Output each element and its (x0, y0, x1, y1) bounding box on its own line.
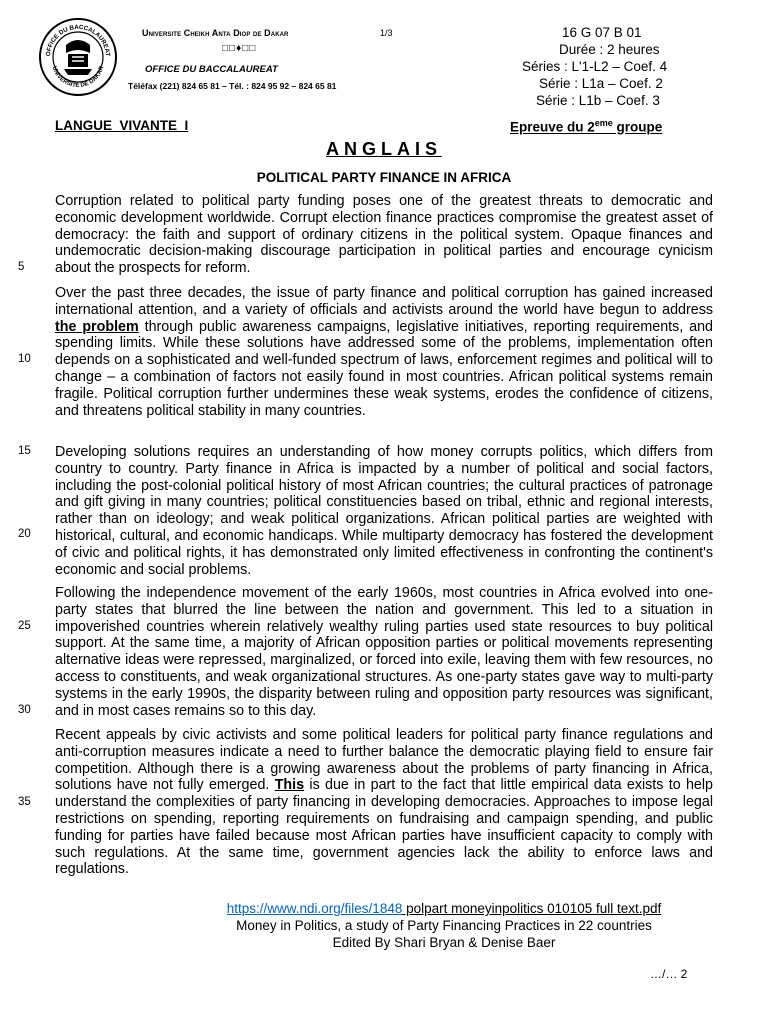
line-number: 35 (18, 796, 31, 808)
source-filename: polpart moneyinpolitics 010105 full text.pdf (402, 901, 662, 916)
line-number: 10 (18, 353, 31, 365)
exam-duration: Durée : 2 heures (559, 42, 660, 57)
svg-text:OFFICE DU BACCALAUREAT: OFFICE DU BACCALAUREAT (44, 23, 112, 57)
university-name: Universite Cheikh Anta Diop de Dakar (142, 28, 289, 38)
exam-code: 16 G 07 B 01 (562, 25, 642, 40)
paragraph-4: Following the independence movement of the early 1960s, most countries in Africa evolved into one-party states that blurred the line between the nation and government. This led to a situation in impoverished countries wherein relatively wealthy ruling parties used state resources to buy political support. At the same time, a majority of African opposition parties or political movements representing alternative ideas were repressed, marginalized, or forced into exile, leaving them with few resources, no access to constituents, and weak organizational structures. As one-party states gave way to multi-party systems in the early 1990s, the disparity between ruling and opposition party resources was significant, and in most cases remains so to this day. (55, 585, 713, 719)
source-link[interactable]: https://www.ndi.org/files/1848 (226, 901, 403, 916)
source-line (60, 901, 768, 916)
page-fraction: 1/3 (380, 28, 393, 38)
paragraph-3: Developing solutions requires an understanding of how money corrupts politics, which differs from country to country. Party finance in Africa is impacted by a number of political and social factors, including the post-colonial political history of most African countries; the cultural practices of patronage and gift giving in many countries; political constituencies based on tribal, ethnic and regional interests, rather than on ideology; and weak political organizations. African political parties are weighted with historical, cultural, and economic handicaps. While multiparty democracy has fostered the development of civic and political rights, it has demonstrated only limited effectiveness in confronting the continent's economic and social problems. (55, 444, 713, 578)
paragraph-1: Corruption related to political party funding poses one of the greatest threats to democratic and economic development worldwide. Corrupt election finance practices compromise the greatest asset of democracy: the faith and support of ordinary citizens in the political system. Opaque finances and undemocratic decision-making discourage participation in political parties and encourage cynicism about the prospects for reform. (55, 193, 713, 277)
next-page-marker: …/… 2 (650, 967, 688, 981)
paragraph-2: Over the past three decades, the issue of party finance and political corruption has gained increased international attention, and a variety of officials and activists around the world have begun to address the problem through public awareness campaigns, legislative initiatives, reporting requirements, and spending limits. While these solutions have addressed some of the problems, implementation often depends on a sophisticated and well-funded spectrum of laws, enforcement regimes and political will to change – a combination of factors not easily found in most countries. African political systems remain fragile. Political corruption further undermines these weak systems, erodes the confidence of citizens, and threatens political stability in many countries. (55, 285, 713, 419)
line-number: 5 (18, 261, 25, 273)
line-number: 15 (18, 445, 31, 457)
underlined-word: This (274, 777, 305, 794)
book-editors: Edited By Shari Bryan & Denise Baer (332, 935, 556, 950)
underlined-phrase: the problem (55, 318, 139, 335)
series-coef-1: Séries : L'1-L2 – Coef. 4 (522, 59, 668, 74)
book-title: Money in Politics, a study of Party Financing Practices in 22 countries (236, 918, 652, 933)
office-name: OFFICE DU BACCALAUREAT (145, 64, 278, 75)
line-number: 30 (18, 704, 31, 716)
text-title: POLITICAL PARTY FINANCE IN AFRICA (256, 170, 512, 185)
telefax-line: Téléfax (221) 824 65 81 – Tél. : 824 95 92 – 824 65 81 (128, 81, 337, 91)
series-coef-3: Série : L1b – Coef. 3 (536, 93, 660, 108)
epreuve-label: Epreuve du 2eme groupe (510, 118, 663, 135)
paragraph-5: Recent appeals by civic activists and some political leaders for political party finance regulations and anti-corruption measures indicate a need to further balance the democratic playing field to ensure fair competition. Although there is a growing awareness about the problems of party financing in Africa, solutions have not fully emerged. This is due in part to the fact that little empirical data exists to help understand the complexities of party financing in developing democracies. Approaches to impose legal restrictions on spending, reporting requirements on fundraising and campaign spending, and public funding for parties have failed because most African parties have insufficient capacity to comply with such regulations. At the same time, government agencies lack the ability to enforce laws and regulations. (55, 727, 713, 878)
ornament-divider: □□♦□□ (222, 43, 257, 54)
line-number: 20 (18, 528, 31, 540)
subject-heading: ANGLAIS (326, 139, 442, 159)
language-label: LANGUE VIVANTE I (55, 118, 189, 133)
series-coef-2: Série : L1a – Coef. 2 (539, 76, 663, 91)
line-number: 25 (18, 620, 31, 632)
svg-text:UNIVERSITE DE DAKAR: UNIVERSITE DE DAKAR (50, 65, 106, 90)
office-du-bac-logo (38, 17, 118, 97)
